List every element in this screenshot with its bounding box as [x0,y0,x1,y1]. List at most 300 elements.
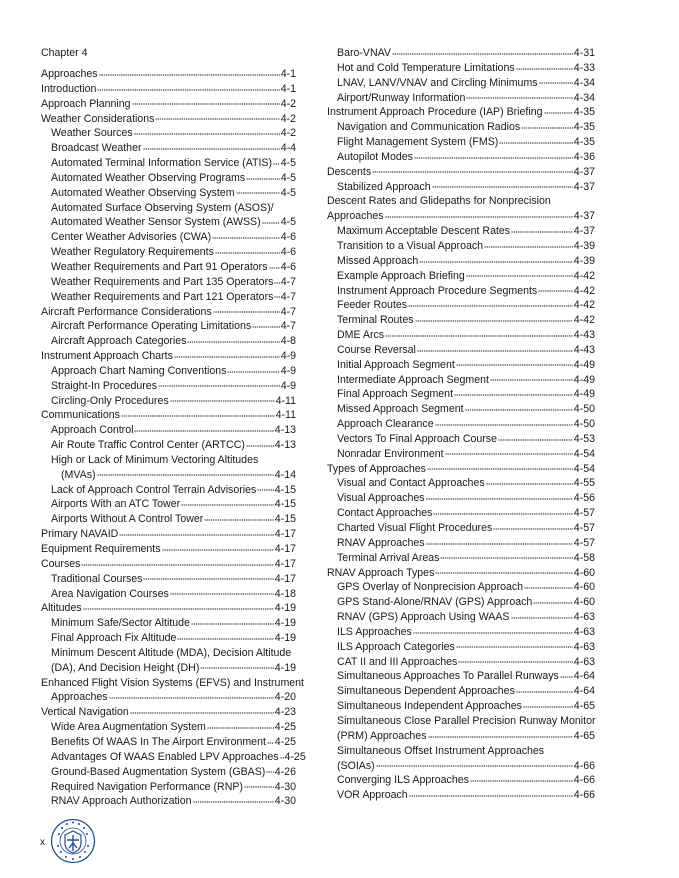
toc-entry-title: Hot and Cold Temperature Limitations [337,61,515,74]
toc-entry-page: 4-30 [274,780,296,793]
dot-leader [385,210,573,220]
toc-entry-title: LNAV, LANV/VNAV and Circling Minimums [337,76,538,89]
toc-entry [327,298,595,313]
toc-entry-page: 4-37 [573,165,595,178]
toc-entry-title: Nonradar Environment [337,447,444,460]
toc-entry-page: 4-7 [280,320,296,333]
dot-leader [132,97,280,107]
toc-entry-title: Example Approach Briefing [337,269,465,282]
toc-entry-title: ILS Approaches [337,625,412,638]
toc-entry-page: 4-63 [573,640,595,653]
toc-entry-page: 4-20 [274,691,296,704]
toc-entry-page: 4-42 [573,269,595,282]
toc-entry-page: 4-9 [280,364,296,377]
dot-leader [212,231,280,241]
toc-entry-page: 4-64 [573,670,595,683]
dot-leader [413,625,573,635]
toc-entry [41,245,296,260]
toc-entry-page: 4-5 [280,171,296,184]
toc-entry-title: Autopilot Modes [337,150,413,163]
toc-entry-title: CAT II and III Approaches [337,655,458,668]
dot-leader [523,700,573,710]
toc-entry-page: 4-1 [280,82,296,95]
toc-entry-title: Descent Rates and Glidepaths for Nonprecision [327,195,551,208]
dot-leader [187,335,279,345]
toc-entry-page: 4-54 [573,447,595,460]
dot-leader [177,632,273,642]
toc-entry-page: 4-42 [573,284,595,297]
toc-entry-page: 4-7 [280,290,296,303]
toc-entry-page: 4-34 [573,76,595,89]
dot-leader [269,260,280,270]
toc-entry [41,765,296,780]
toc-entry-title: Charted Visual Flight Procedures [337,522,493,534]
toc-entry-page: 4-35 [573,106,595,119]
toc-entry [41,616,296,631]
toc-entry-page: 4-57 [573,507,595,520]
toc-entry-title: Straight-In Procedures [51,379,157,392]
dot-leader [408,299,573,309]
toc-entry-title: Vertical Navigation [41,706,129,719]
toc-entry [41,735,296,750]
toc-entry-title: Converging ILS Approaches [337,774,469,787]
page-number: x [40,837,45,848]
toc-entry [41,527,296,542]
dot-leader [121,409,275,419]
toc-entry [41,705,296,720]
toc-entry-page: 4-14 [274,468,296,481]
dot-leader [440,551,572,561]
toc-entry [41,97,296,112]
toc-entry [41,631,296,646]
toc-entry-page: 4-63 [573,655,595,668]
toc-entry [41,661,296,676]
toc-entry [327,684,595,699]
toc-entry [327,120,595,135]
toc-entry-page: 4-56 [573,492,595,505]
dot-leader [174,350,280,360]
toc-entry-page: 4-17 [274,557,296,570]
toc-entry [327,180,595,195]
dot-leader [252,320,280,330]
toc-entry [327,358,595,373]
toc-entry [41,438,296,453]
toc-entry-title: ILS Approach Categories [337,640,455,653]
toc-entry-title: Ground-Based Augmentation System (GBAS) [51,765,266,778]
toc-entry-title: Approaches [51,691,108,704]
toc-entry-title: Benefits Of WAAS In The Airport Environment [51,735,266,748]
dot-leader [200,661,273,671]
toc-entry [327,610,595,625]
toc-entry-title: High or Lack of Minimum Vectoring Altitudes [51,453,259,466]
toc-entry-page: 4-49 [573,358,595,371]
dot-leader [470,774,573,784]
toc-entry-page: 4-15 [274,483,296,496]
toc-entry-title: Aircraft Performance Operating Limitations [51,320,252,333]
chapter-heading: Chapter 4 [41,47,88,59]
dot-leader [435,418,573,428]
toc-entry-title: Primary NAVAID [41,528,119,541]
toc-entry-title: Automated Weather Sensor System (AWSS) [51,216,261,229]
toc-entry-page: 4-42 [573,299,595,312]
toc-entry-title: Minimum Safe/Sector Altitude [51,617,190,630]
toc-entry-title: Automated Weather Observing Programs [51,171,246,184]
toc-entry-title: Approaches [41,68,98,80]
toc-entry [41,408,296,423]
dot-leader [521,121,573,131]
toc-entry-page: 4-66 [573,774,595,787]
toc-entry [327,224,595,239]
toc-entry [327,462,595,477]
toc-entry [327,551,595,566]
dot-leader [426,492,573,502]
toc-entry-title: Simultaneous Independent Approaches [337,700,522,713]
toc-entry-page: 4-5 [280,157,296,170]
toc-entry-title: Instrument Approach Charts [41,350,173,363]
toc-entry-title: RNAV Approaches [337,536,425,549]
dot-leader [533,596,573,606]
toc-entry [327,254,595,269]
toc-entry [41,156,296,171]
toc-entry-title: Advantages Of WAAS Enabled LPV Approaches [51,750,279,763]
toc-entry-page: 4-53 [573,432,595,445]
toc-entry-page: 4-9 [280,379,296,392]
toc-entry-page: 4-2 [280,97,296,110]
toc-entry-page: 4-25 [274,721,296,734]
dot-leader [193,795,274,805]
toc-entry-title: Final Approach Fix Altitude [51,632,177,645]
toc-entry-title: Weather Requirements and Part 121 Operators [51,290,274,303]
toc-entry [41,542,296,557]
toc-entry-title: (PRM) Approaches [337,729,427,742]
dot-leader [466,269,573,279]
toc-entry [327,417,595,432]
dot-leader [435,566,572,576]
toc-entry-text [41,676,305,691]
toc-entry [327,343,595,358]
dot-leader [99,67,280,77]
toc-entry [327,432,595,447]
dot-leader [246,171,280,181]
toc-entry-title: Descents [327,165,372,178]
toc-entry [41,305,296,320]
toc-entry-page: 4-33 [573,61,595,74]
toc-entry-title: Simultaneous Dependent Approaches [337,685,515,698]
dot-leader [539,76,573,86]
toc-entry-page: 4-23 [274,706,296,719]
toc-entry [41,468,296,483]
dot-leader [81,557,273,567]
toc-entry-title: Lack of Approach Control Terrain Advisories [51,483,257,496]
toc-entry-title: VOR Approach [337,789,408,802]
toc-entry-page: 4-63 [573,611,595,624]
toc-entry-title: Contact Approaches [337,507,433,520]
toc-entry-title: Airports With an ATC Tower [51,498,181,511]
toc-entry [327,135,595,150]
toc-entry [327,105,595,120]
toc-entry-page: 4-26 [274,765,296,778]
toc-entry [41,512,296,527]
dot-leader [392,46,573,56]
toc-entry [327,328,595,343]
toc-entry-title: Courses [41,557,81,570]
toc-entry-text [41,201,296,216]
toc-entry-title: Navigation and Communication Radios [337,121,521,134]
toc-entry-page: 4-60 [573,596,595,609]
toc-entry [41,186,296,201]
toc-entry [41,601,296,616]
toc-entry-page: 4-58 [573,551,595,564]
dot-leader [191,617,274,627]
toc-entry-text [327,194,595,209]
toc-entry-title: Air Route Traffic Control Center (ARTCC) [51,439,245,452]
toc-entry-title: Visual Approaches [337,492,425,505]
dot-leader [155,112,279,122]
toc-entry-title: Equipment Requirements [41,543,161,555]
dot-leader [134,127,280,137]
toc-entry-page: 4-49 [573,388,595,401]
toc-entry [327,61,595,76]
toc-entry-title: Weather Regulatory Requirements [51,246,214,259]
toc-entry-page: 4-65 [573,729,595,742]
toc-entry-title: Aircraft Performance Considerations [41,305,212,318]
dot-leader [538,284,573,294]
toc-entry-title: Airport/Runway Information [337,91,466,104]
toc-entry-title: Automated Surface Observing System (ASOS)/ [51,201,274,214]
toc-entry-title: Weather Requirements and Part 91 Operators [51,260,268,273]
toc-entry-text [327,744,595,759]
toc-entry-page: 4-19 [274,617,296,630]
toc-entry-page: 4-54 [573,462,595,475]
toc-entry-title: Communications [41,409,120,422]
dot-leader [274,290,279,300]
toc-entry [41,690,296,705]
toc-entry-title: (SOIAs) [337,759,375,772]
toc-entry-title: Approach Chart Naming Conventions [51,364,227,377]
toc-entry-page: 4-18 [274,587,296,600]
dot-leader [376,759,573,769]
toc-entry [327,447,595,462]
toc-entry [41,290,296,305]
dot-leader [466,91,572,101]
toc-right-column [327,46,595,803]
toc-entry [41,171,296,186]
toc-entry-page: 4-13 [274,439,296,452]
dot-leader [516,61,573,71]
toc-entry-page: 4-50 [573,418,595,431]
toc-entry [327,402,595,417]
dot-leader [170,394,275,404]
toc-entry-title: Area Navigation Courses [51,587,169,600]
toc-entry-page: 4-64 [573,685,595,698]
toc-entry-title: Intermediate Approach Segment [337,373,489,386]
toc-entry [41,230,296,245]
dot-leader [262,216,280,226]
toc-entry-page: 4-17 [274,528,296,541]
toc-entry [41,112,296,127]
toc-entry [327,669,595,684]
toc-entry-page: 4-8 [280,335,296,348]
toc-entry-page: 4-55 [573,477,595,490]
toc-entry-page: 4-19 [274,602,296,615]
dot-leader [516,685,573,695]
dot-leader [170,587,274,597]
toc-entry-title: Final Approach Segment [337,388,454,401]
dot-leader [143,572,273,582]
toc-entry-page: 4-42 [573,314,595,327]
toc-entry-title: Initial Approach Segment [337,358,455,371]
toc-entry [327,313,595,328]
toc-entry-title: Instrument Approach Procedure Segments [337,284,538,297]
toc-entry [41,319,296,334]
dot-leader [445,447,573,457]
toc-entry-title: Weather Requirements and Part 135 Operators [51,275,274,288]
toc-entry-page: 4-2 [280,127,296,140]
dot-leader [433,507,572,517]
toc-entry-page: 4-49 [573,373,595,386]
toc-entry-page: 4-11 [275,394,296,407]
toc-entry-title: Terminal Routes [337,314,414,327]
toc-entry [327,506,595,521]
toc-entry-title: Visual and Contact Approaches [337,477,485,490]
toc-entry-page: 4-5 [280,186,296,199]
page-footer [40,818,160,873]
toc-entry [327,150,595,165]
dot-leader [498,432,573,442]
dot-leader [427,462,573,472]
toc-entry [327,76,595,91]
toc-entry [327,476,595,491]
dot-leader [130,706,274,716]
toc-entry-page: 4-7 [280,275,296,288]
toc-entry-page: 4-6 [280,231,296,244]
toc-entry-page: 4-50 [573,403,595,416]
toc-entry-page: 4-65 [573,700,595,713]
toc-entry-text [41,646,296,661]
toc-entry-page: 4-19 [274,632,296,645]
toc-entry-title: Broadcast Weather [51,142,142,155]
dot-leader [511,225,573,235]
toc-entry [327,284,595,299]
toc-entry [327,387,595,402]
toc-entry-page: 4-43 [573,329,595,342]
toc-entry-title: Course Reversal [337,343,416,356]
dot-leader [414,150,573,160]
toc-entry-title: Weather Sources [51,127,133,140]
toc-entry [41,483,296,498]
toc-entry-title: Stabilized Approach [337,180,431,193]
toc-left-column [41,46,306,809]
dot-leader [109,691,274,701]
toc-entry-page: 4-6 [280,246,296,259]
dot-leader [456,640,573,650]
dot-leader [274,275,279,285]
dot-leader [246,439,274,449]
toc-entry [41,141,296,156]
toc-entry-title: Flight Management System (FMS) [337,136,499,149]
toc-entry [327,209,595,224]
toc-entry-page: 4-11 [275,409,296,422]
toc-entry-page: 4-60 [573,581,595,594]
toc-entry [327,239,595,254]
toc-entry [41,334,296,349]
toc-entry-page: 4-9 [280,350,296,363]
dot-leader [215,246,280,256]
toc-entry-page: 4-37 [573,180,595,193]
toc-entry [327,46,595,61]
toc-entry [327,165,595,180]
toc-entry-title: Simultaneous Offset Instrument Approaches [337,744,545,757]
toc-entry-page: 4-1 [280,68,296,80]
toc-entry-page: 4-35 [573,121,595,134]
dot-leader [266,765,273,775]
toc-entry [41,587,296,602]
toc-entry-title: GPS Overlay of Nonprecision Approach [337,581,524,594]
toc-entry [41,379,296,394]
dot-leader [143,142,280,152]
toc-entry-page: 4-30 [274,795,296,808]
toc-entry-page: 4-39 [573,239,595,252]
toc-entry-title: Missed Approach Segment [337,403,464,416]
toc-entry-title: Vectors To Final Approach Course [337,432,497,445]
toc-entry-text [327,714,595,729]
toc-entry [327,521,595,536]
toc-entry-page: 4-66 [573,759,595,772]
toc-entry-page: 4-17 [274,543,296,555]
toc-entry [41,67,296,82]
toc-entry-title: Feeder Routes [337,299,408,312]
toc-entry-title: (DA), And Decision Height (DH) [51,661,200,674]
dot-leader [458,655,572,665]
toc-entry-page: 4-39 [573,254,595,267]
dot-leader [419,254,573,264]
toc-entry-page: 4-35 [573,136,595,149]
dot-leader [385,329,573,339]
toc-entry [327,536,595,551]
toc-entry [327,373,595,388]
toc-entry [327,269,595,284]
dot-leader [244,780,274,790]
toc-entry [41,720,296,735]
toc-entry-title: Enhanced Flight Vision Systems (EFVS) and Instrument [41,676,305,689]
dot-leader [181,498,274,508]
dot-leader [426,536,573,546]
toc-entry [327,759,595,774]
toc-entry-page: 4-25 [284,750,306,763]
toc-entry-title: Aircraft Approach Categories [51,335,187,348]
toc-entry [327,91,595,106]
toc-entry [327,788,595,803]
dot-leader [162,542,274,552]
dot-leader [499,136,572,146]
toc-entry-page: 4-6 [280,260,296,273]
toc-entry-title: Simultaneous Close Parallel Precision Runway Monitor [337,714,596,727]
dot-leader [119,528,273,538]
toc-entry-page: 4-57 [573,536,595,549]
toc-entry-title: Automated Terminal Information Service (ATIS) [51,157,272,170]
toc-entry-title: Introduction [41,82,97,95]
toc-entry [41,572,296,587]
dot-leader [415,314,573,324]
dot-leader [134,424,273,434]
toc-entry-page: 4-37 [573,225,595,238]
dot-leader [544,106,573,116]
toc-entry-page: 4-34 [573,91,595,104]
toc-entry-title: Altitudes [41,602,82,615]
dot-leader [484,239,573,249]
toc-entry [41,260,296,275]
toc-entry-title: Required Navigation Performance (RNP) [51,780,243,793]
